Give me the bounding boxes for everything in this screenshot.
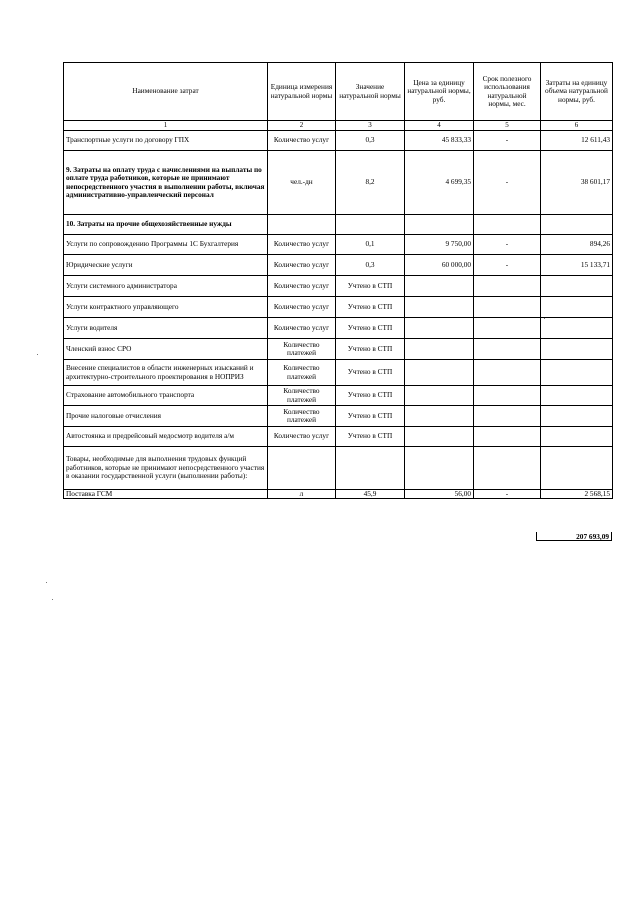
cost-name: Страхование автомобильного транспорта xyxy=(64,386,268,406)
cost-name: Услуги системного администратора xyxy=(64,276,268,297)
unit-price xyxy=(405,447,474,490)
header-unit: Единица измерения натуральной нормы xyxy=(268,63,336,121)
cost-amount xyxy=(541,447,613,490)
table-row xyxy=(64,276,613,297)
unit-of-measure: Количество услуг xyxy=(268,276,336,297)
column-number-row xyxy=(64,121,613,131)
scan-speck xyxy=(52,599,53,600)
unit-of-measure: Количество услуг xyxy=(268,235,336,255)
useful-life xyxy=(474,386,541,406)
norm-value: Учтено в СТП xyxy=(336,427,405,447)
unit-price xyxy=(405,427,474,447)
norm-value: 8,2 xyxy=(336,151,405,215)
unit-of-measure: чел.-дн xyxy=(268,151,336,215)
norm-value: Учтено в СТП xyxy=(336,318,405,339)
unit-of-measure: Количество платежей xyxy=(268,406,336,427)
scan-speck xyxy=(544,318,545,319)
cost-name: 9. Затраты на оплату труда с начислениями на выплаты по оплате труда работников, которые не принимают непосредственного участия в выполнении работы, включая административно-управленческий персонал xyxy=(64,151,268,215)
table-row xyxy=(64,490,613,499)
unit-of-measure: Количество платежей xyxy=(268,339,336,360)
column-number: 6 xyxy=(541,121,613,131)
unit-price xyxy=(405,297,474,318)
useful-life xyxy=(474,215,541,235)
unit-of-measure: Количество услуг xyxy=(268,427,336,447)
useful-life xyxy=(474,276,541,297)
cost-amount xyxy=(541,427,613,447)
unit-price: 9 750,00 xyxy=(405,235,474,255)
useful-life xyxy=(474,427,541,447)
unit-price: 4 699,35 xyxy=(405,151,474,215)
norm-value xyxy=(336,215,405,235)
unit-price xyxy=(405,276,474,297)
norm-value: Учтено в СТП xyxy=(336,386,405,406)
table-row xyxy=(64,386,613,406)
norm-value: Учтено в СТП xyxy=(336,297,405,318)
unit-of-measure: Количество услуг xyxy=(268,131,336,151)
useful-life: - xyxy=(474,490,541,499)
cost-amount: 15 133,71 xyxy=(541,255,613,276)
useful-life xyxy=(474,447,541,490)
cost-amount xyxy=(541,297,613,318)
cost-amount: 894,26 xyxy=(541,235,613,255)
scan-speck xyxy=(46,582,47,583)
table-row xyxy=(64,427,613,447)
column-number: 1 xyxy=(64,121,268,131)
table-row xyxy=(64,215,613,235)
norm-value xyxy=(336,447,405,490)
cost-amount xyxy=(541,276,613,297)
useful-life xyxy=(474,297,541,318)
cost-name: Услуги водителя xyxy=(64,318,268,339)
useful-life xyxy=(474,360,541,386)
unit-price: 45 833,33 xyxy=(405,131,474,151)
useful-life xyxy=(474,318,541,339)
unit-of-measure: Количество услуг xyxy=(268,297,336,318)
unit-of-measure xyxy=(268,215,336,235)
table-row xyxy=(64,318,613,339)
useful-life xyxy=(474,406,541,427)
cost-amount xyxy=(541,360,613,386)
useful-life xyxy=(474,339,541,360)
header-norm: Значение натуральной нормы xyxy=(336,63,405,121)
unit-of-measure xyxy=(268,447,336,490)
unit-of-measure: Количество услуг xyxy=(268,255,336,276)
column-number: 4 xyxy=(405,121,474,131)
unit-price: 56,00 xyxy=(405,490,474,499)
cost-amount xyxy=(541,215,613,235)
norm-value: Учтено в СТП xyxy=(336,276,405,297)
useful-life: - xyxy=(474,255,541,276)
useful-life: - xyxy=(474,235,541,255)
header-price: Цена за единицу натуральной нормы, руб. xyxy=(405,63,474,121)
header-row xyxy=(64,63,613,121)
unit-price: 60 000,00 xyxy=(405,255,474,276)
unit-of-measure: л xyxy=(268,490,336,499)
cost-name: Товары, необходимые для выполнения трудовых функций работников, которые не принимают непосредственного участия в оказании государственной услуги (выполнении работы): xyxy=(64,447,268,490)
norm-value: Учтено в СТП xyxy=(336,406,405,427)
table-row xyxy=(64,360,613,386)
cost-table xyxy=(63,62,613,499)
cost-amount: 38 601,17 xyxy=(541,151,613,215)
unit-price xyxy=(405,318,474,339)
norm-value: 45,9 xyxy=(336,490,405,499)
cost-name: Прочие налоговые отчисления xyxy=(64,406,268,427)
cost-name: Юридические услуги xyxy=(64,255,268,276)
cost-amount: 12 611,43 xyxy=(541,131,613,151)
table-row xyxy=(64,297,613,318)
cost-name: Поставка ГСМ xyxy=(64,490,268,499)
unit-of-measure: Количество услуг xyxy=(268,318,336,339)
table-row xyxy=(64,406,613,427)
useful-life: - xyxy=(474,131,541,151)
column-number: 5 xyxy=(474,121,541,131)
table-row xyxy=(64,235,613,255)
grand-total: 207 693,09 xyxy=(536,532,612,541)
cost-name: Услуги контрактного управляющего xyxy=(64,297,268,318)
cost-name: Автостоянка и предрейсовый медосмотр водителя а/м xyxy=(64,427,268,447)
norm-value: 0,3 xyxy=(336,255,405,276)
cost-name: Услуги по сопровождению Программы 1С Бухгалтерия xyxy=(64,235,268,255)
table-row xyxy=(64,255,613,276)
unit-price xyxy=(405,406,474,427)
unit-price xyxy=(405,215,474,235)
header-name: Наименование затрат xyxy=(64,63,268,121)
useful-life: - xyxy=(474,151,541,215)
cost-amount: 2 568,15 xyxy=(541,490,613,499)
column-number: 3 xyxy=(336,121,405,131)
cost-name: Членский взнос СРО xyxy=(64,339,268,360)
cost-name: 10. Затраты на прочие общехозяйственные нужды xyxy=(64,215,268,235)
norm-value: Учтено в СТП xyxy=(336,360,405,386)
cost-amount xyxy=(541,406,613,427)
norm-value: Учтено в СТП xyxy=(336,339,405,360)
scan-speck xyxy=(37,354,38,355)
cost-amount xyxy=(541,386,613,406)
norm-value: 0,3 xyxy=(336,131,405,151)
norm-value: 0,1 xyxy=(336,235,405,255)
unit-price xyxy=(405,386,474,406)
column-number: 2 xyxy=(268,121,336,131)
table-row xyxy=(64,447,613,490)
cost-name: Транспортные услуги по договору ГПХ xyxy=(64,131,268,151)
header-cost: Затраты на единицу объема натуральной нормы, руб. xyxy=(541,63,613,121)
table-row xyxy=(64,151,613,215)
unit-price xyxy=(405,339,474,360)
unit-of-measure: Количество платежей xyxy=(268,386,336,406)
table-row xyxy=(64,131,613,151)
cost-amount xyxy=(541,339,613,360)
table-row xyxy=(64,339,613,360)
cost-amount xyxy=(541,318,613,339)
unit-of-measure: Количество платежей xyxy=(268,360,336,386)
header-term: Срок полезного использования натуральной нормы, мес. xyxy=(474,63,541,121)
unit-price xyxy=(405,360,474,386)
cost-name: Внесение специалистов в области инженерных изысканий и архитектурно-строительного проектирования в НОПРИЗ xyxy=(64,360,268,386)
